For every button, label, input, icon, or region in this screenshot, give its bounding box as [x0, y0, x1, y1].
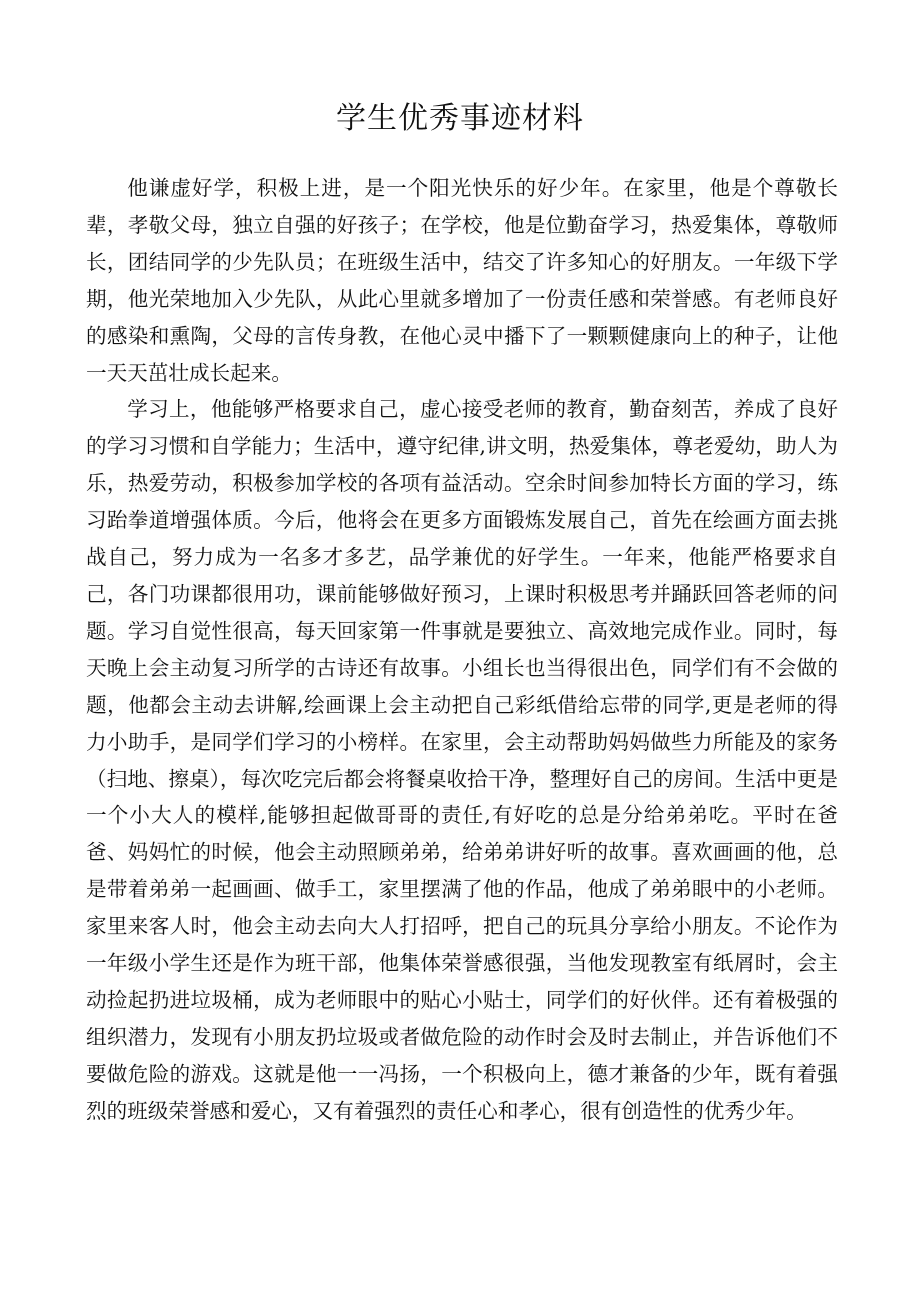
document-title: 学生优秀事迹材料 — [336, 101, 584, 136]
paragraph-details: 学习上，他能够严格要求自己，虚心接受老师的教育，勤奋刻苦，养成了良好的学习习惯和自学能力；生活中，遵守纪律,讲文明，热爱集体，尊老爱幼，助人为乐，热爱劳动，积极参加学校的各项有益活动。空余时间参加特长方面的学习，练习跆拳道增强体质。今后，他将会在更多方面锻炼发展自己，首先在绘画方面去挑战自己，努力成为一名多才多艺，品学兼优的好学生。一年来，他能严格要求自己，各门功课都很用功，课前能够做好预习，上课时积极思考并踊跃回答老师的问题。学习自觉性很高，每天回家第一件事就是要独立、高效地完成作业。同时，每天晚上会主动复习所学的古诗还有故事。小组长也当得很出色，同学们有不会做的题，他都会主动去讲解,绘画课上会主动把自己彩纸借给忘带的同学,更是老师的得力小助手，是同学们学习的小榜样。在家里，会主动帮助妈妈做些力所能及的家务（扫地、擦桌），每次吃完后都会将餐桌收拾干净，整理好自己的房间。生活中更是一个小大人的模样,能够担起做哥哥的责任,有好吃的总是分给弟弟吃。平时在爸爸、妈妈忙的时候，他会主动照顾弟弟，给弟弟讲好听的故事。喜欢画画的他，总是带着弟弟一起画画、做手工，家里摆满了他的作品，他成了弟弟眼中的小老师。家里来客人时，他会主动去向大人打招呼，把自己的玩具分享给小朋友。不论作为一年级小学生还是作为班干部，他集体荣誉感很强，当他发现教室有纸屑时，会主动捡起扔进垃圾桶，成为老师眼中的贴心小贴士，同学们的好伙伴。还有着极强的组织潜力，发现有小朋友扔垃圾或者做危险的动作时会及时去制止，并告诉他们不要做危险的游戏。这就是他一一冯扬，一个积极向上，德才兼备的少年，既有着强烈的班级荣誉感和爱心，又有着强烈的责任心和孝心，很有创造性的优秀少年。 — [86, 397, 838, 1123]
paragraph-intro: 他谦虚好学，积极上进，是一个阳光快乐的好少年。在家里，他是个尊敬长辈，孝敬父母，独立自强的好孩子；在学校，他是位勤奋学习，热爱集体，尊敬师长，团结同学的少先队员；在班级生活中，结交了许多知心的好朋友。一年级下学期，他光荣地加入少先队，从此心里就多增加了一份责任感和荣誉感。有老师良好的感染和熏陶，父母的言传身教，在他心灵中播下了一颗颗健康向上的种子，让他一天天茁壮成长起来。 — [86, 176, 838, 385]
document-body — [86, 170, 838, 1130]
